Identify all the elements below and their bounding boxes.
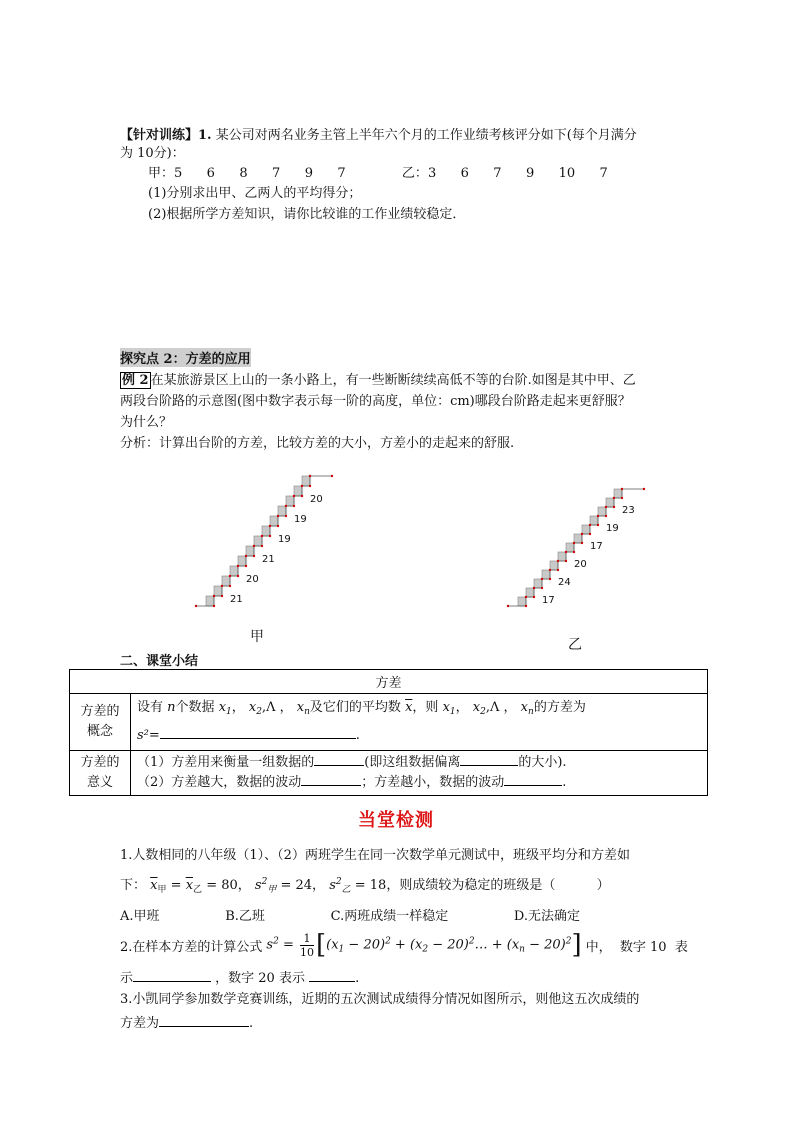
q1-xbar-yi: $\overline{x}$ <box>185 878 194 893</box>
q1-prefix: 下： <box>120 878 147 893</box>
explore-line-2: 两段台阶路的示意图(图中数字表示每一阶的高度，单位：cm)哪段台阶路走起来更舒服？ <box>120 394 631 409</box>
stair-point <box>293 505 295 507</box>
scores-jia-label: 甲： <box>148 166 175 181</box>
check-q1-line-2: 下： $\overline{x}_甲 = \overline{x}_乙 = 80$， $s^2_甲 = 24$， $s^2_乙 = 18$，则成绩较为稳定的班级是（ ） <box>120 877 610 895</box>
summary-heading: 二、课堂小结 <box>120 654 199 669</box>
meaning-2a: （2）方差越大，数据的波动 <box>137 775 302 790</box>
q2-e: . <box>355 971 360 986</box>
concept-text-d: ，则 <box>412 700 439 715</box>
stair-block <box>246 546 254 556</box>
stair-point <box>269 535 271 537</box>
option-b[interactable]: B.乙班 <box>225 909 265 924</box>
stair-point <box>245 555 247 557</box>
meaning-line-2 <box>137 773 701 793</box>
stair-block <box>214 586 222 596</box>
practice-number: 1. <box>198 128 212 143</box>
stair-point <box>605 515 607 517</box>
check-q2-line-2 <box>120 967 359 986</box>
option-c[interactable]: C.两班成绩一样稳定 <box>330 909 449 924</box>
step-height-label: 17 <box>590 541 603 552</box>
stair-block <box>598 507 606 516</box>
stair-point <box>285 505 287 507</box>
q2-formula: $s^2$ = $\frac{1}{10}$ [$(x_1 - 20)^2 + (x_2$ − $20)^2\dots + (x_n - 20)^2$] <box>266 930 582 960</box>
q1-s-jia: $s^2_甲$ <box>254 877 277 895</box>
concept-s2: s²= <box>137 728 160 743</box>
stair-point <box>533 596 535 598</box>
stair-point <box>285 515 287 517</box>
meaning-blank-1[interactable] <box>314 765 364 766</box>
scores-yi: 3 6 7 9 10 7 <box>427 166 608 181</box>
stair-point <box>309 485 311 487</box>
meaning-2c: . <box>562 775 567 790</box>
stair-point <box>589 524 591 526</box>
check-q1-options <box>120 905 580 924</box>
stair-point <box>621 488 623 490</box>
q2-suffix: 中， 数字 10 表 <box>585 939 688 955</box>
meaning-blank-2[interactable] <box>460 765 518 766</box>
stair-block <box>222 576 230 586</box>
step-height-label: 21 <box>262 554 275 565</box>
step-height-label: 23 <box>622 505 635 516</box>
stair-point <box>549 578 551 580</box>
var-xbar: $\overline{x}$ <box>405 700 413 715</box>
q1-s-jia-val: = 24 <box>280 878 313 893</box>
stair-point <box>613 506 615 508</box>
stairs-jia <box>195 475 333 607</box>
concept-label <box>70 694 131 751</box>
figure-caption-yi: 乙 <box>568 637 582 653</box>
stair-point <box>237 565 239 567</box>
stair-block <box>550 561 558 570</box>
concept-label-2: 概念 <box>86 724 113 739</box>
stair-point <box>541 578 543 580</box>
step-height-label: 19 <box>278 534 291 545</box>
stair-point <box>261 545 263 547</box>
check-q3-line-1: 3.小凯同学参加数学竞赛训练，近期的五次测试成绩得分情况如图所示，则他这五次成绩的 <box>120 992 640 1007</box>
stair-block <box>302 476 310 486</box>
concept-line-2: s²= . <box>137 728 360 743</box>
stair-point <box>301 485 303 487</box>
meaning-1c: 的大小). <box>518 755 567 770</box>
var-x2b: $x_2$ <box>472 700 486 717</box>
stair-point <box>597 515 599 517</box>
stair-point <box>213 605 215 607</box>
meaning-line-1 <box>137 753 701 773</box>
q1-s-yi: $s^2_乙$ <box>329 877 351 895</box>
stair-block <box>270 516 278 526</box>
scores-yi-label: 乙： <box>401 166 428 181</box>
var-xn: $x_n$ <box>296 700 310 717</box>
q1-s-yi-val: = 18 <box>354 878 387 893</box>
meaning-1b: (即这组数据偏离 <box>364 755 461 770</box>
step-height-label: 20 <box>246 574 259 585</box>
stair-block <box>526 588 534 597</box>
step-height-label: 20 <box>310 494 323 505</box>
concept-text-c: 及它们的平均数 <box>309 700 401 715</box>
stair-point <box>245 565 247 567</box>
stair-point <box>221 585 223 587</box>
var-x1b: $x_1$ <box>442 700 456 717</box>
stair-point <box>301 495 303 497</box>
var-x2: $x_2$ <box>248 700 262 717</box>
stair-block <box>206 596 214 606</box>
concept-text-b: 个数据 <box>175 700 215 715</box>
meaning-label-1: 方差的 <box>80 755 120 770</box>
concept-label-1: 方差的 <box>80 704 120 719</box>
stair-block <box>294 486 302 496</box>
meaning-label-2: 意义 <box>86 775 113 790</box>
stair-point <box>525 605 527 607</box>
stair-point <box>277 515 279 517</box>
option-d[interactable]: D.无法确定 <box>513 909 580 924</box>
stair-point <box>557 560 559 562</box>
explore-analysis: 分析：计算出台阶的方差，比较方差的大小，方差小的走起来的舒服. <box>120 436 515 451</box>
concept-cell <box>131 694 708 751</box>
practice-scores <box>148 162 608 181</box>
stair-point <box>581 542 583 544</box>
q3-end: . <box>249 1016 254 1031</box>
concept-text-e: 的方差为 <box>533 700 586 715</box>
q1-suffix: ，则成绩较为稳定的班级是（ ） <box>386 878 610 893</box>
stair-point <box>541 587 543 589</box>
scores-jia: 5 6 8 7 9 7 <box>174 166 346 181</box>
check-q3-line-2 <box>120 1012 253 1031</box>
stair-point <box>549 569 551 571</box>
stair-point <box>565 551 567 553</box>
stair-point <box>613 497 615 499</box>
stair-point <box>213 595 215 597</box>
practice-line-1 <box>120 124 637 143</box>
stair-block <box>262 526 270 536</box>
step-height-label: 17 <box>542 595 555 606</box>
stair-block <box>590 516 598 525</box>
explore-line-1 <box>120 369 636 388</box>
var-x1: $x_1$ <box>218 700 232 717</box>
stair-point <box>229 585 231 587</box>
stairs-figure-yi <box>500 470 680 615</box>
stairs-figure-jia <box>180 460 360 620</box>
stair-point <box>309 475 311 477</box>
stair-point <box>581 533 583 535</box>
var-xnb: $x_n$ <box>520 700 534 717</box>
stair-block <box>286 496 294 506</box>
stair-point <box>605 506 607 508</box>
practice-q1: (1)分别求出甲、乙两人的平均得分； <box>148 186 362 201</box>
stair-block <box>614 489 622 498</box>
step-height-label: 21 <box>230 594 243 605</box>
stairs-yi <box>507 488 645 607</box>
meaning-blank-4[interactable] <box>504 785 562 786</box>
concept-blank[interactable] <box>160 738 356 739</box>
stair-block <box>566 543 574 552</box>
stair-block <box>574 534 582 543</box>
stair-point <box>277 525 279 527</box>
stair-point <box>533 587 535 589</box>
practice-tag: 【针对训练】 <box>120 128 199 143</box>
concept-line-1: 设有 n个数据 $x_1$， $x_2,\Lambda$ ， $x_n$及它们的平均数 $\overline{x}$，则 $x_1$， $x_2,\Lambda$ ， $x_n$的方差为 <box>137 700 586 717</box>
stair-point <box>253 545 255 547</box>
meaning-label <box>70 751 131 796</box>
stair-block <box>230 566 238 576</box>
stair-block <box>542 570 550 579</box>
stair-point <box>221 595 223 597</box>
practice-intro-2: 为 10分)： <box>120 146 185 161</box>
stair-point <box>229 575 231 577</box>
q3-prefix: 方差为 <box>120 1016 160 1031</box>
explore-line-3: 为什么？ <box>120 415 173 430</box>
stair-point <box>237 575 239 577</box>
stair-point <box>507 605 509 607</box>
stair-block <box>518 597 526 606</box>
check-title: 当堂检测 <box>358 810 434 831</box>
stair-point <box>293 495 295 497</box>
q2-prefix: 2.在样本方差的计算公式 <box>120 939 263 955</box>
q2-c: 示 <box>120 971 134 986</box>
step-height-label: 19 <box>294 514 307 525</box>
explore-heading: 探究点 2：方差的应用 <box>120 348 251 367</box>
q3-blank[interactable] <box>159 1026 249 1027</box>
meaning-2b: ；方差越小，数据的波动 <box>361 775 505 790</box>
stair-block <box>534 579 542 588</box>
stair-point <box>557 569 559 571</box>
explore-text-1: 在某旅游景区上山的一条小路上，有一些断断续续高低不等的台阶.如图是其中甲、乙 <box>150 373 636 388</box>
step-height-label: 19 <box>606 523 619 534</box>
q2-blank-2[interactable] <box>309 981 355 982</box>
stair-block <box>238 556 246 566</box>
summary-table <box>69 669 708 796</box>
stair-point <box>253 555 255 557</box>
practice-q2: (2)根据所学方差知识，请你比较谁的工作业绩较稳定． <box>148 207 466 222</box>
meaning-1a: （1）方差用来衡量一组数据的 <box>137 755 315 770</box>
stair-block <box>582 525 590 534</box>
meaning-blank-3[interactable] <box>301 785 361 786</box>
stair-point <box>331 475 333 477</box>
stair-point <box>589 533 591 535</box>
q2-blank-1[interactable] <box>133 981 211 982</box>
q1-xbar-jia: $\overline{x}$ <box>150 878 158 893</box>
stair-point <box>643 488 645 490</box>
stair-point <box>573 551 575 553</box>
check-q2-line-1 <box>120 930 688 960</box>
stair-block <box>254 536 262 546</box>
stair-point <box>269 525 271 527</box>
stair-point <box>261 535 263 537</box>
q2-d: ，数字 20 表示 <box>215 971 305 986</box>
q1-mean: = 80 <box>206 878 238 893</box>
check-q1-line-1: 1.人数相同的八年级（1）、（2）两班学生在同一次数学单元测试中，班级平均分和方差如 <box>120 848 630 863</box>
stair-point <box>597 524 599 526</box>
figure-caption-jia: 甲 <box>250 629 264 645</box>
stair-point <box>525 596 527 598</box>
example-tag: 例 2 <box>122 373 149 388</box>
step-height-label: 20 <box>574 559 587 570</box>
stair-point <box>573 542 575 544</box>
summary-table-title: 方差 <box>70 670 708 694</box>
option-a[interactable]: A.甲班 <box>120 909 160 924</box>
var-n: n <box>167 700 176 715</box>
stair-point <box>621 497 623 499</box>
practice-intro: 某公司对两名业务主管上半年六个月的工作业绩考核评分如下(每个月满分 <box>215 128 637 143</box>
stair-block <box>606 498 614 507</box>
meaning-cell <box>131 751 708 796</box>
stair-block <box>278 506 286 516</box>
step-height-label: 24 <box>558 577 571 588</box>
stair-block <box>558 552 566 561</box>
concept-text-a: 设有 <box>137 700 164 715</box>
stair-point <box>195 605 197 607</box>
stair-point <box>565 560 567 562</box>
